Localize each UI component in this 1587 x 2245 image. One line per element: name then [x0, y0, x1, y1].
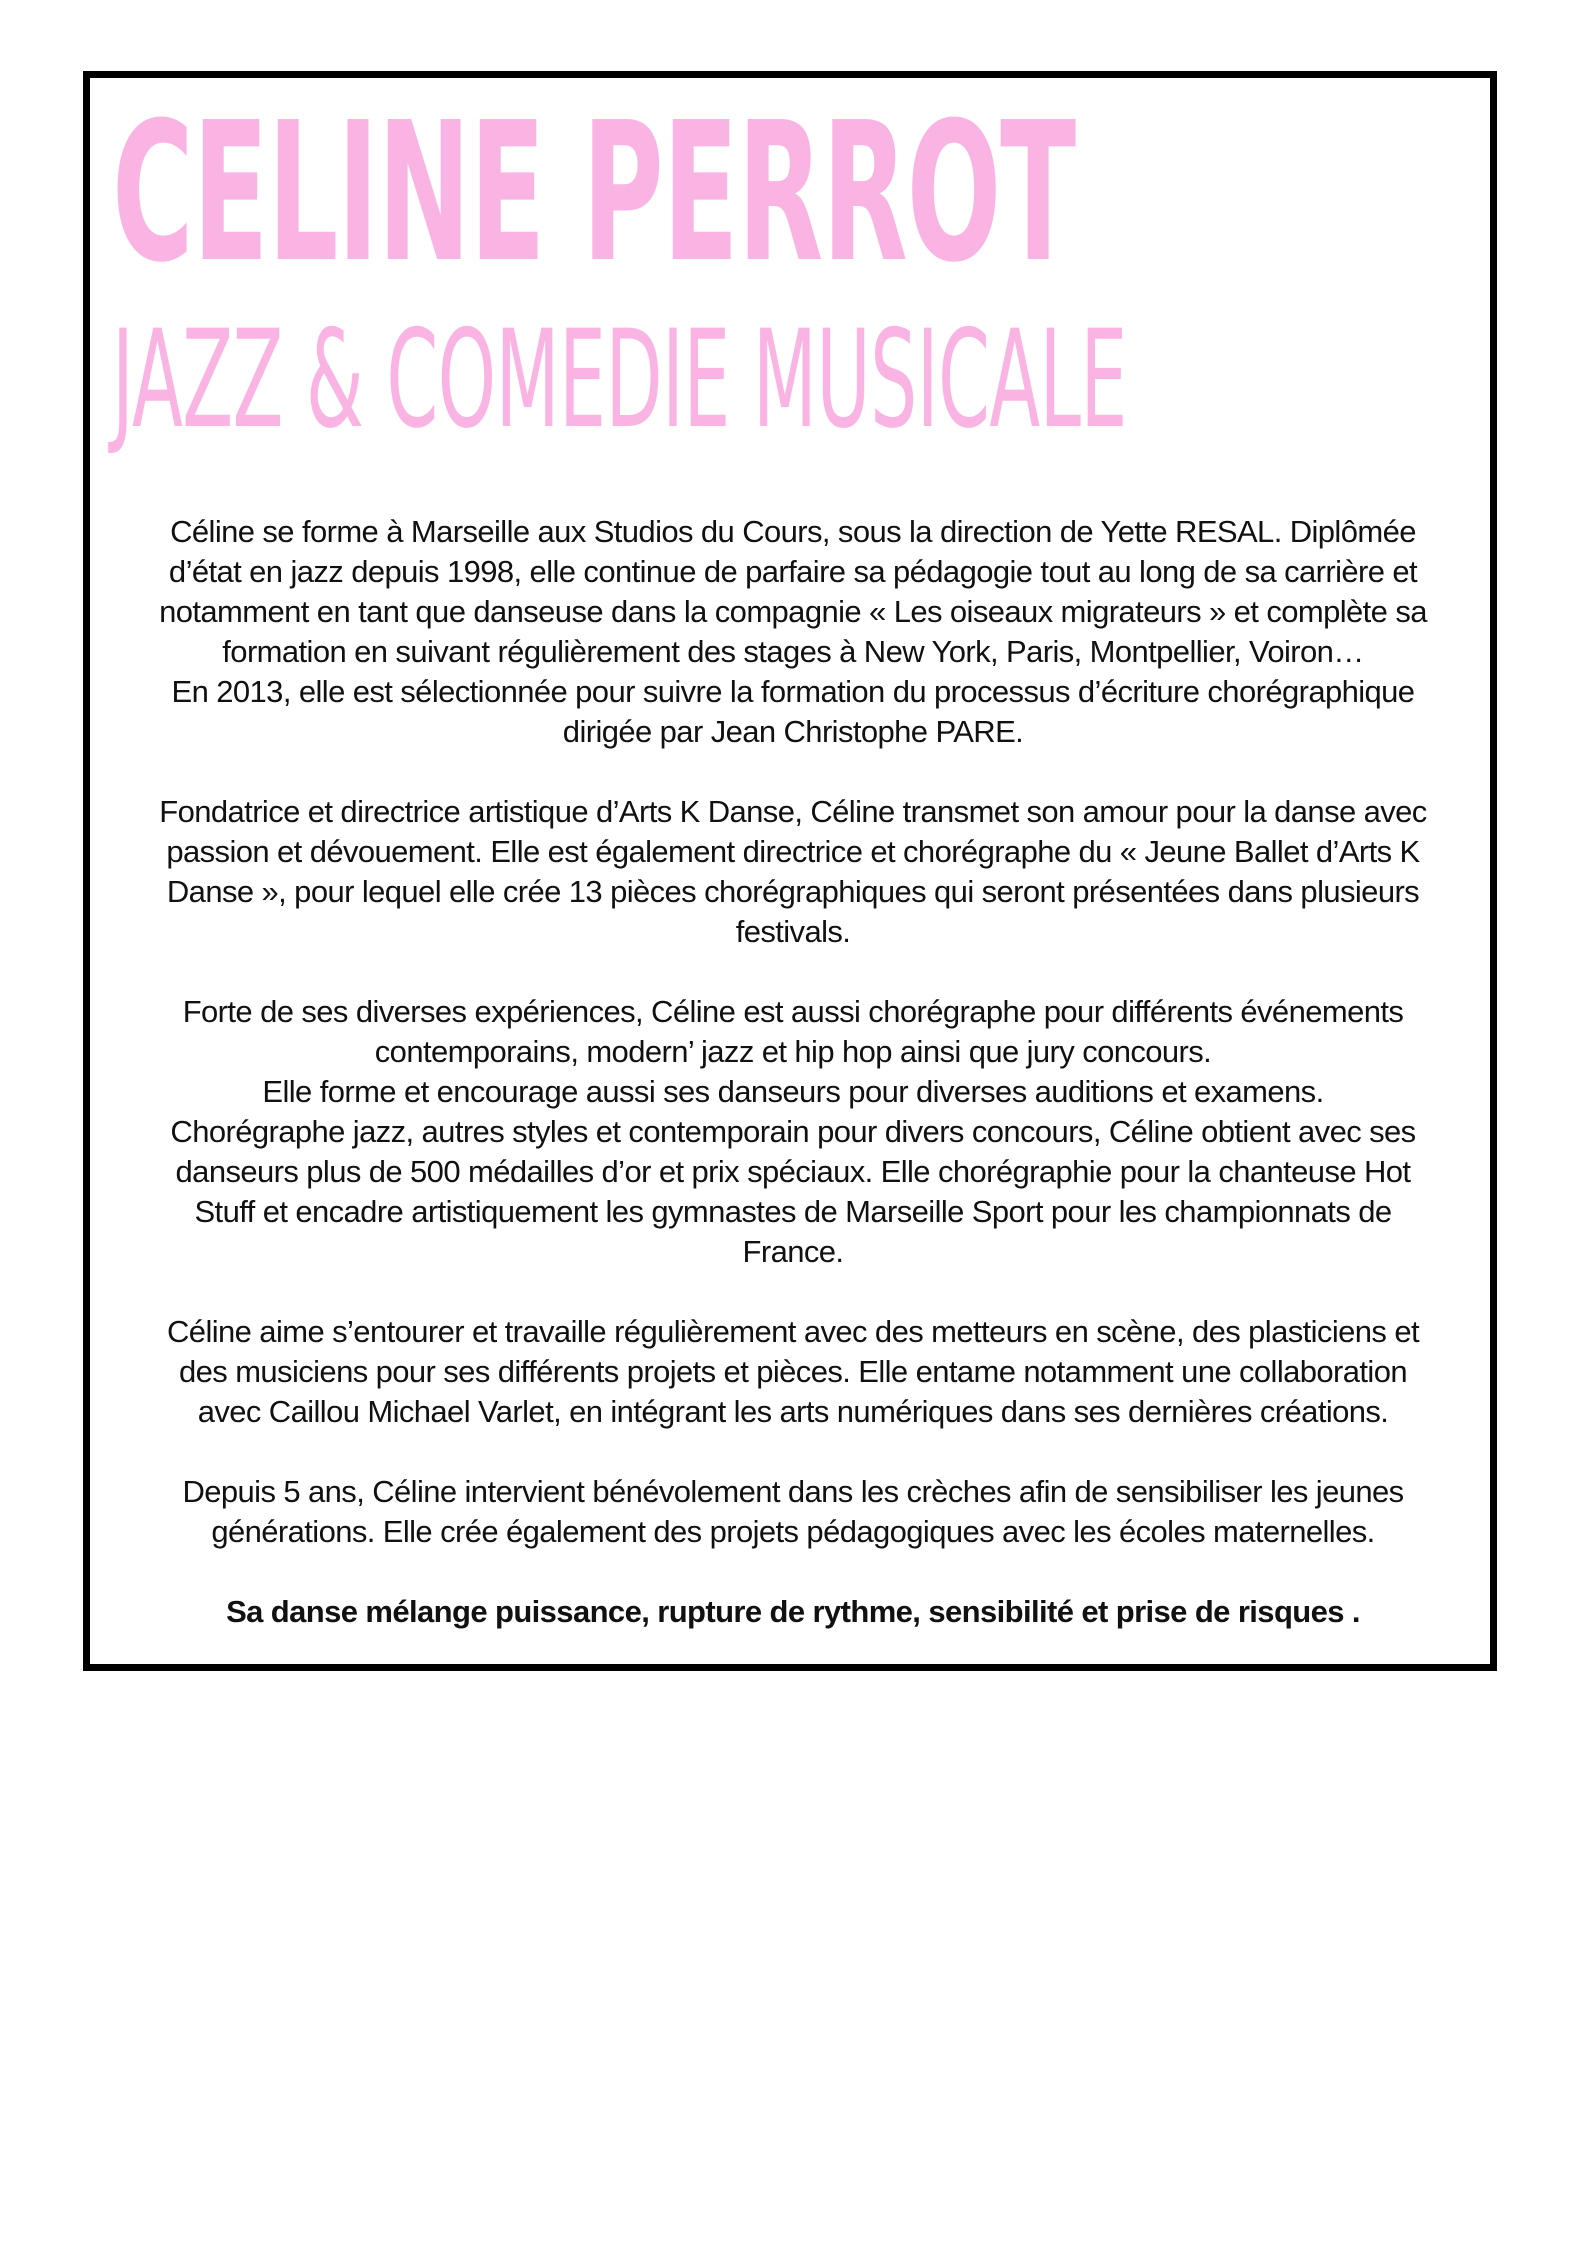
- closing-statement: [120, 1592, 1466, 1632]
- biography: [120, 512, 1466, 1672]
- text-line: Danse », pour lequel elle crée 13 pièces chorégraphiques qui seront présentées dans plusieurs: [166, 874, 1420, 909]
- artist-name: CELINE PERROT: [112, 82, 1075, 305]
- discipline-subtitle: JAZZ & COMEDIE MUSICALE: [112, 301, 1127, 458]
- bio-paragraph-training: [120, 512, 1466, 752]
- text-line: Céline se forme à Marseille aux Studios du Cours, sous la direction de Yette RESAL. Diplômée: [170, 514, 1416, 549]
- bio-paragraph-experience: [120, 992, 1466, 1272]
- text-line: Elle forme et encourage aussi ses danseurs pour diverses auditions et examens.: [262, 1074, 1324, 1109]
- text-line: Céline aime s’entourer et travaille régulièrement avec des metteurs en scène, des plasticiens et: [167, 1314, 1419, 1349]
- text-line: En 2013, elle est sélectionnée pour suivre la formation du processus d’écriture chorégraphique: [171, 674, 1415, 709]
- text-line: générations. Elle crée également des projets pédagogiques avec les écoles maternelles.: [211, 1514, 1375, 1549]
- text-line: passion et dévouement. Elle est également directrice et chorégraphe du « Jeune Ballet d’Arts K: [166, 834, 1420, 869]
- bio-paragraph-founder: [120, 792, 1466, 952]
- bio-paragraph-collaborations: [120, 1312, 1466, 1432]
- text-line: contemporains, modern’ jazz et hip hop ainsi que jury concours.: [374, 1034, 1212, 1069]
- text-line: Fondatrice et directrice artistique d’Arts K Danse, Céline transmet son amour pour la danse avec: [159, 794, 1427, 829]
- text-line: des musiciens pour ses différents projets et pièces. Elle entame notamment une collaboration: [179, 1354, 1407, 1389]
- text-line: formation en suivant régulièrement des stages à New York, Paris, Montpellier, Voiron…: [222, 634, 1364, 669]
- text-line: Forte de ses diverses expériences, Céline est aussi chorégraphe pour différents événements: [182, 994, 1404, 1029]
- text-line: Depuis 5 ans, Céline intervient bénévolement dans les crèches afin de sensibiliser les jeunes: [182, 1474, 1404, 1509]
- text-line: danseurs plus de 500 médailles d’or et prix spéciaux. Elle chorégraphie pour la chanteuse Hot: [175, 1154, 1411, 1189]
- bio-paragraph-volunteering: [120, 1472, 1466, 1552]
- text-line: d’état en jazz depuis 1998, elle continue de parfaire sa pédagogie tout au long de sa carrière et: [168, 554, 1418, 589]
- text-line: France.: [742, 1234, 844, 1269]
- text-line: Stuff et encadre artistiquement les gymnastes de Marseille Sport pour les championnats de: [194, 1194, 1392, 1229]
- text-line: notamment en tant que danseuse dans la compagnie « Les oiseaux migrateurs » et complète sa: [159, 594, 1427, 629]
- text-line: avec Caillou Michael Varlet, en intégrant les arts numériques dans ses dernières créations.: [197, 1394, 1389, 1429]
- text-line: Chorégraphe jazz, autres styles et contemporain pour divers concours, Céline obtient avec ses: [170, 1114, 1416, 1149]
- text-line: dirigée par Jean Christophe PARE.: [562, 714, 1024, 749]
- text-line: festivals.: [735, 914, 851, 949]
- text-line: Sa danse mélange puissance, rupture de rythme, sensibilité et prise de risques .: [226, 1594, 1360, 1629]
